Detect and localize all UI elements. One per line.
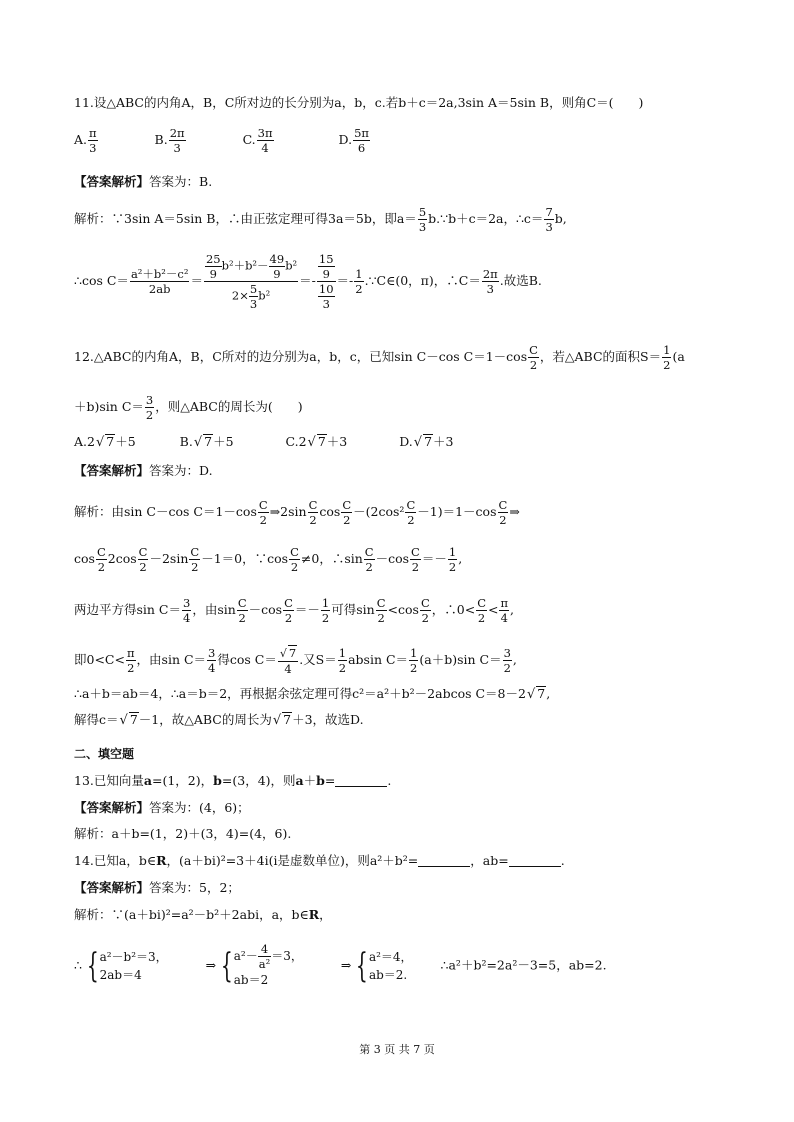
equation-system-3: a²＝4， ab＝2.: [368, 949, 413, 982]
q11-option-b: B. $\frac{2\pi}{3}$: [154, 126, 185, 155]
answer-blank: [335, 776, 387, 787]
q12-stem-2: ＋b)sin C＝ $\frac{3}{2}$ ，则△ABC的周长为( ): [74, 393, 303, 422]
q14-final: ∴a²＋b²=2a²－3=5，ab=2.: [440, 957, 607, 973]
q11-option-d: D. $\frac{5\pi}{6}$: [338, 126, 369, 155]
answer-tag: 【答案解析】: [74, 463, 150, 478]
q12-solution-4: 即0<C< $\frac{\pi}{2}$ ，由sin C＝ $\frac{3}{4}$ 得cos C＝ $\frac{√ 7}{4}$ .又S＝ $\frac{1}{2}$ absin C＝ $\frac{1}{2}$ (a＋b)sin C＝ $\frac{3}{2}$ ,: [74, 646, 517, 676]
q12-solution-2: cos $\frac{C}{2}$ 2cos $\frac{C}{2}$ －2sin $\frac{C}{2}$ －1＝0，∵cos $\frac{C}{2}$ ≠0，∴sin $\frac{C}{2}$ －cos $\frac{C}{2}$ ＝－ $\frac{1}{2}$ ,: [74, 545, 463, 574]
q12-answer: 答案为：D.: [149, 463, 213, 478]
q12-option-d: D.√ 7＋3: [399, 434, 454, 450]
q11-answer: 答案为：B.: [149, 174, 213, 189]
compound-fraction: $\frac{25}{9}$ b²＋b²－ $\frac{49}{9}$ b² 2× $\frac{5}{3}$ b²: [205, 252, 298, 311]
q14-answer: 答案为：5，2；: [149, 880, 240, 895]
q11-solution-2: ∴cos C＝ $\frac{\text{a²＋b²－c²}}{2ab}$ ＝ $\frac{25}{9}$ b²＋b²－ $\frac{49}{9}$ b² 2× $\frac{5}{3}$ b² ＝- $\frac{\frac{15}{9}}{\frac{10}{3}}$ ＝- $\frac{1}{2}$ .∵C∈(0，π)，∴C＝ $\frac{2\pi}{3}$ .故选B.: [74, 252, 542, 311]
answer-tag: 【答案解析】: [74, 174, 150, 189]
q14-stem: 14.已知a，b∈R，(a＋bi)²=3＋4i(i是虚数单位)，则a²＋b²= ，ab= .: [74, 853, 565, 868]
q12-option-a: A.2√ 7＋5: [74, 434, 136, 450]
q12-solution-3: 两边平方得sin C＝ $\frac{3}{4}$ ，由sin $\frac{C}{2}$ －cos $\frac{C}{2}$ ＝－ $\frac{1}{2}$ 可得sin $\frac{C}{2}$ <cos $\frac{C}{2}$ ，∴0< $\frac{C}{2}$ < $\frac{\pi}{4}$ ,: [74, 596, 515, 625]
answer-tag: 【答案解析】: [74, 800, 150, 815]
equation-system-1: a²－b²＝3， 2ab＝4: [99, 949, 168, 982]
answer-blank: [418, 856, 470, 867]
q14-answer-line: [74, 880, 240, 896]
page-footer: 第 3 页 共 7 页: [359, 1043, 435, 1056]
q13-answer-line: [74, 800, 250, 816]
q13-solution: 解析：a＋b=(1，2)＋(3，4)=(4，6).: [74, 826, 292, 841]
q13-answer: 答案为：(4，6)；: [149, 800, 250, 815]
q14-solution-1: 解析：∵(a＋bi)²=a²－b²＋2abi，a，b∈R，: [74, 907, 332, 922]
q14-solution-2: ∴ { a²－b²＝3， 2ab＝4 ⇒ { a²－ $\frac{4}{\text{a²}}$ ＝3， ab＝2 ⇒ { a²＝4， ab＝2. ∴a²＋b²=2a²－3=5，ab=2.: [74, 942, 607, 987]
q12-option-b: B.√ 7＋5: [179, 434, 234, 450]
q12-stem-1: 12.△ABC的内角A，B，C所对的边分别为a，b，c，已知sin C－cos C＝1－cos $\frac{C}{2}$ ，若△ABC的面积S＝ $\frac{1}{2}$ (a: [74, 343, 685, 372]
q11-option-a: A. $\frac{\pi}{3}$: [74, 126, 97, 155]
q12-answer-line: [74, 463, 213, 479]
q12-solution-1: 解析：由sin C－cos C＝1－cos $\frac{C}{2}$ ⇒2sin $\frac{C}{2}$ cos $\frac{C}{2}$ －(2cos² $\frac{C}{2}$ －1)＝1－cos $\frac{C}{2}$ ⇒: [74, 498, 520, 527]
q11-solution-1: 解析：∵3sin A＝5sin B，∴由正弦定理可得3a＝5b，即a＝ $\frac{5}{3}$ b.∵b＋c＝2a，∴c＝ $\frac{7}{3}$ b,: [74, 205, 567, 234]
answer-blank: [509, 856, 561, 867]
q11-stem: 11.设△ABC的内角A，B，C所对边的长分别为a，b，c.若b＋c＝2a,3sin A＝5sin B，则角C＝( ): [74, 95, 644, 110]
q12-option-c: C.2√ 7＋3: [285, 434, 348, 450]
q11-options: [74, 126, 371, 155]
answer-tag: 【答案解析】: [74, 880, 150, 895]
q13-stem: 13.已知向量a=(1，2)，b=(3，4)，则a＋b= .: [74, 773, 392, 788]
q11-option-c: C. $\frac{3\pi}{4}$: [242, 126, 273, 155]
section-heading: 二、填空题: [74, 747, 135, 761]
q12-solution-5: ∴a＋b＝ab＝4，∴a＝b＝2，再根据余弦定理可得c²＝a²＋b²－2abcos C＝8－2√ 7,: [74, 686, 551, 702]
q12-solution-6: 解得c＝√ 7－1，故△ABC的周长为√ 7＋3，故选D.: [74, 712, 364, 728]
q12-options: [74, 434, 453, 451]
q11-answer-line: [74, 174, 212, 190]
equation-system-2: a²－ $\frac{4}{\text{a²}}$ ＝3， ab＝2: [233, 942, 303, 987]
